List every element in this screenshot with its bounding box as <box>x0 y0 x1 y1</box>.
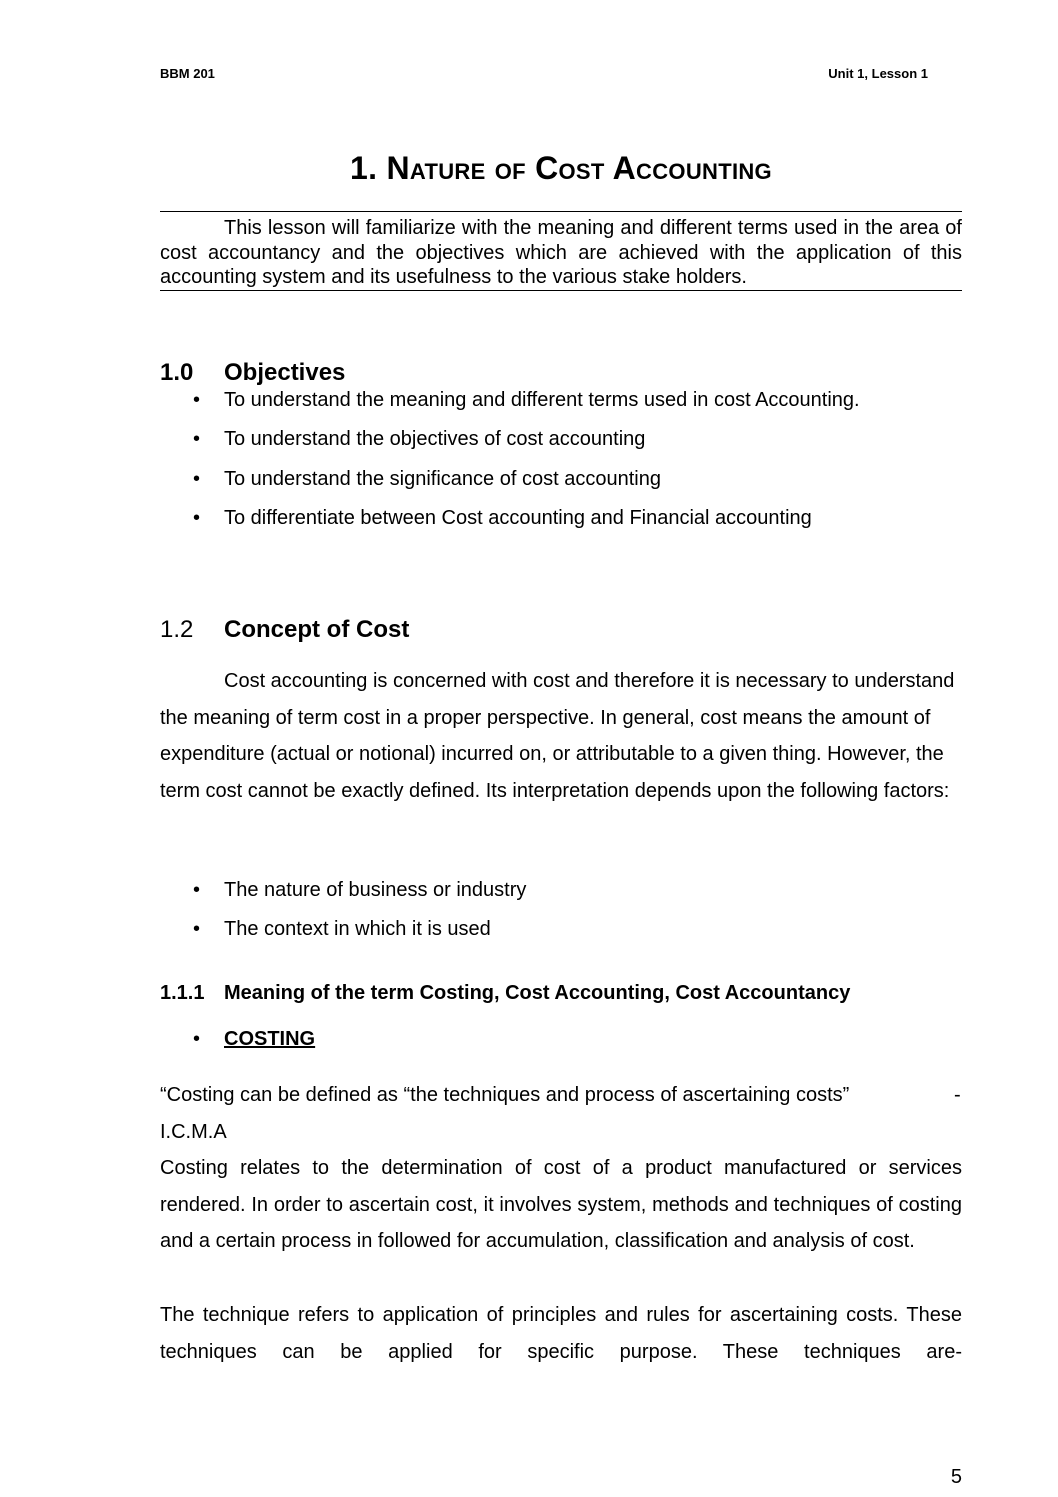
bullet-icon: • <box>193 1028 201 1050</box>
intro-bottom-rule <box>160 290 962 291</box>
definition-source: I.C.M.A <box>160 1121 227 1143</box>
definition-dash: - <box>954 1084 961 1106</box>
bullet-icon: • <box>193 468 201 490</box>
concept-heading: Concept of Cost <box>224 616 410 643</box>
intro-paragraph: This lesson will familiarize with the meaning and different terms used in the area of cost accountancy and the objectives which are achieved with the application of this accounting system and its usefulness to the various stake holders. <box>160 217 962 288</box>
meaning-heading: Meaning of the term Costing, Cost Accounting, Cost Accountancy <box>224 982 851 1004</box>
objective-item: To understand the meaning and different terms used in cost Accounting. <box>224 389 860 411</box>
intro-top-rule <box>160 211 962 212</box>
objective-item: To differentiate between Cost accounting and Financial accounting <box>224 507 812 529</box>
factor-item: The context in which it is used <box>224 918 491 940</box>
objective-item: To understand the significance of cost accounting <box>224 468 661 490</box>
bullet-icon: • <box>193 879 201 901</box>
bullet-icon: • <box>193 428 201 450</box>
objective-item: To understand the objectives of cost accounting <box>224 428 646 450</box>
bullet-icon: • <box>193 389 201 411</box>
bullet-icon: • <box>193 507 201 529</box>
page-number: 5 <box>950 1466 962 1488</box>
meaning-number: 1.1.1 <box>160 982 205 1004</box>
concept-paragraph: Cost accounting is concerned with cost and therefore it is necessary to understand the meaning of term cost in a proper perspective. In general, cost means the amount of expenditure (actual or notional) incurred on, or attributable to a given thing. However, the term cost cannot be exactly defined. Its interpretation depends upon the following factors: <box>160 670 955 803</box>
technique-paragraph: The technique refers to application of principles and rules for ascertaining costs. These techniques can be applied for specific purpose. These techniques are- <box>160 1304 962 1363</box>
objectives-heading: Objectives <box>224 359 346 386</box>
objectives-number: 1.0 <box>160 359 194 386</box>
costing-definition: “Costing can be defined as “the techniques and process of ascertaining costs” <box>160 1084 850 1106</box>
bullet-icon: • <box>193 918 201 940</box>
factor-item: The nature of business or industry <box>224 879 527 901</box>
page-title: 1. Nature of Cost Accounting <box>350 150 772 186</box>
concept-number: 1.2 <box>160 616 194 643</box>
costing-label: COSTING <box>224 1028 316 1050</box>
course-code: BBM 201 <box>160 66 215 81</box>
costing-paragraph: Costing relates to the determination of cost of a product manufactured or services rendered. In order to ascertain cost, it involves system, methods and techniques of costing and a certain process in followed for accumulation, classification and analysis of cost. <box>160 1157 962 1253</box>
unit-lesson: Unit 1, Lesson 1 <box>828 66 928 81</box>
